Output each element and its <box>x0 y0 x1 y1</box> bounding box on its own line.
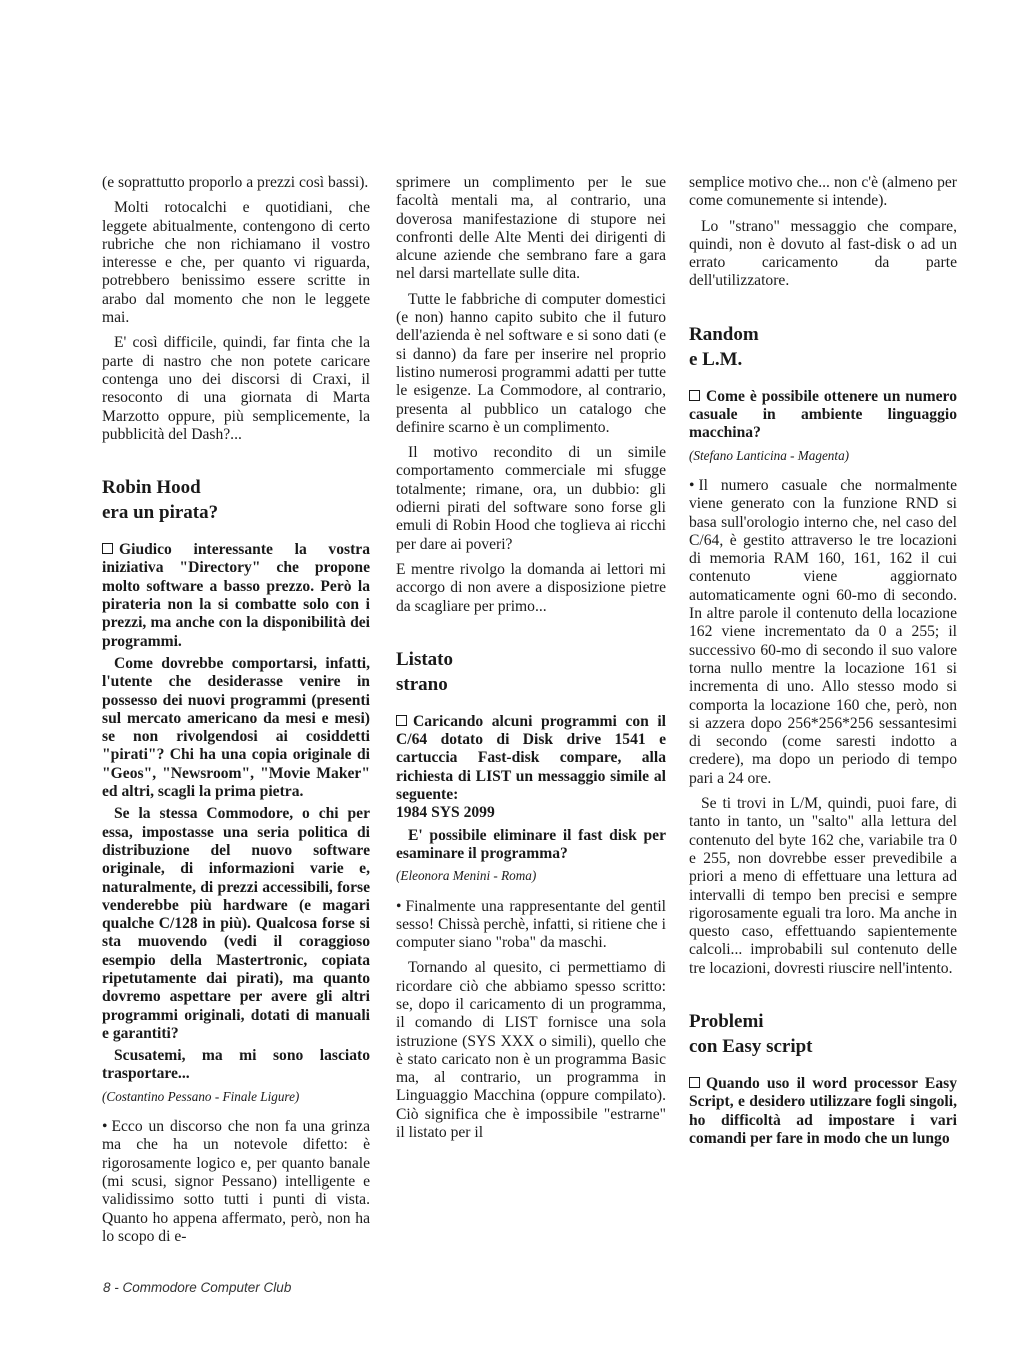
checkbox-square-icon <box>689 390 700 401</box>
column-2 <box>396 174 666 1149</box>
signature: (Stefano Lanticina - Magenta) <box>689 447 850 463</box>
answer-text: Il numero casuale che normalmente viene generato con la funzione RND si basa sull'orologio interno che, nel caso del C/64, è gestito attraverso le tre locazioni di memoria RAM 160, 161, 162 il cui contenuto viene aggiornato automaticamente ogni 60-mo di secondo. In altre parole il contenuto della locazione 162 viene incrementato da 0 a 255; il successivo 60-mo di secondo il suo valore torna nullo mentre la locazione 161 si incrementa di uno. Allo stesso modo si comporta la locazione 160 che, però, non si azzera dopo 256*256*256 sessantesimi di secondo (come saresti indotto a credere), ma dopo un periodo di tempo pari a 24 ore. <box>689 476 957 787</box>
heading-line: era un pirata? <box>102 502 219 524</box>
paragraph: Lo "strano" messaggio che compare, quindi, non è dovuto al fast-disk o ad un errato caricamento da parte dell'utilizzatore. <box>689 217 957 290</box>
heading-line: Listato <box>396 648 453 670</box>
reader-question: Come dovrebbe comportarsi, infatti, l'utente che desiderasse venire in possesso dei nuovi programmi (presenti sul mercato americano da mesi e mesi) se non rivolgendosi ai cosiddetti "pirati"? Chi ha una copia originale di "Geos", "Newsroom", "Movie Maker" ed altri, scagli la prima pietra. <box>102 654 370 801</box>
section-heading-problemi <box>689 1009 957 1059</box>
signature: (Eleonora Menini - Roma) <box>396 868 537 884</box>
heading-line: con Easy script <box>689 1035 813 1057</box>
answer-text: Finalmente una rappresentante del gentil sesso! Chissà perchè, infatti, si ritiene che i computer siano "roba" da maschi. <box>396 897 666 952</box>
checkbox-square-icon <box>102 543 113 554</box>
paragraph: sprimere un complimento per le sue facoltà mentali ma, al contrario, una doverosa manifestazione di stupore nei confronti delle Alte Menti dei dirigenti di alcune aziende che sembrano fare a gara nel darsi martellate sulle dita. <box>396 174 666 283</box>
reader-question: Se la stessa Commodore, o chi per essa, impostasse una seria politica di distribuzione del nuovo software originale, di informazioni varie e, naturalmente, di prezzi accessibili, forse venderebbe più hardware (e magari qualche C/128 in più). Qualcosa forse si sta muovendo (vedi il coraggioso esempio della Mastertronic, copiata ripetutamente dai pirati), ma quanto dovremo aspettare per avere gli altri programmi originali, dotati di manuali e garantiti? <box>102 805 370 1042</box>
paragraph: Se ti trovi in L/M, quindi, puoi fare, di tanto in tanto, un "salto" alla lettura del contenuto del byte 162 che, variabile tra 0 e 255, non dovrebbe esser prevedibile a priori a meno di effettuare una lettura ad intervalli di tempo ben precisi e sempre rigorosamente eguali tra loro. Ma anche in questo caso, effettuando sapientemente calcoli... improbabili sul contenuto delle tre locazioni, dovresti riuscire nell'intento. <box>689 795 957 977</box>
signature: (Costantino Pessano - Finale Ligure) <box>102 1088 300 1104</box>
paragraph: semplice motivo che... non c'è (almeno per come comunemente si intende). <box>689 174 957 210</box>
code-line: 1984 SYS 2099 <box>396 804 495 822</box>
column-1 <box>102 174 370 1253</box>
answer-text: Ecco un discorso che non fa una grinza ma che ha un notevole difetto: è rigorosamente logico e, per quanto banale (mi scusi, signor Pessano) intelligente e validissimo sotto tutti i punti di vista. Quanto ho appena affermato, però, non ha lo scopo di e- <box>102 1118 370 1245</box>
reader-question <box>102 541 370 651</box>
paragraph: E mentre rivolgo la domanda ai lettori mi accorgo di non avere a disposizione pietre da scagliare per primo... <box>396 560 666 615</box>
page-footer: 8 - Commodore Computer Club <box>103 1280 292 1295</box>
paragraph: Tutte le fabbriche di computer domestici (e non) hanno capito subito che il futuro dell'azienda è nel software e si sono dati (e si danno) da fare per inserire nel proprio listino numerosi programmi adatti per tutte le esigenze. La Commodore, al contrario, presenta al pubblico un catalogo che definire scarno è un complimento. <box>396 290 666 436</box>
question-text: Giudico interessante la vostra iniziativa "Directory" che propone molto software a basso prezzo. Però la pirateria non la si combatte solo con i prezzi, ma anche con la disponibilità dei programmi. <box>102 541 370 650</box>
checkbox-square-icon <box>396 715 407 726</box>
heading-line: Random <box>689 323 759 345</box>
heading-line: Robin Hood <box>102 477 201 499</box>
column-3 <box>689 174 957 1152</box>
answer <box>689 477 957 788</box>
question-text: Quando uso il word processor Easy Script, e desidero utilizzare fogli singoli, ho difficoltà ad impostare i vari comandi per fare in modo che un lungo <box>689 1074 957 1147</box>
section-heading-robin-hood <box>102 475 370 525</box>
reader-question: E' possibile eliminare il fast disk per esaminare il programma? <box>396 826 666 862</box>
reader-question: Scusatemi, ma mi sono lasciato trasportare... <box>102 1047 370 1083</box>
answer <box>396 898 666 953</box>
answer <box>102 1118 370 1246</box>
bullet-icon: • <box>102 1118 108 1136</box>
reader-question <box>396 713 666 823</box>
bullet-icon: • <box>396 897 402 915</box>
paragraph: (e soprattutto proporlo a prezzi così bassi). <box>102 174 369 191</box>
checkbox-square-icon <box>689 1077 700 1088</box>
reader-question <box>689 1075 957 1148</box>
section-heading-random <box>689 322 957 372</box>
paragraph: Molti rotocalchi e quotidiani, che leggete abitualmente, contengono di certo rubriche che non richiamano il vostro interesse e che, per quanto vi riguarda, potrebbero benissimo essere scritte in arabo dal momento che non le leggete mai. <box>102 199 370 327</box>
question-text: Come è possibile ottenere un numero casuale in ambiente linguaggio macchina? <box>689 387 957 442</box>
paragraph: Tornando al quesito, ci permettiamo di ricordare ciò che abbiamo spesso scritto: se, dopo il caricamento di un programma, il comando di LIST fornisce una sola istruzione (SYS XXX o simili), quello che è stato caricato non è un programma Basic ma, al contrario, un programma in Linguaggio Macchina (oppure compilato). Ciò significa che è impossibile "estrarne" il listato per il <box>396 959 666 1142</box>
reader-question <box>689 388 957 443</box>
question-text: Caricando alcuni programmi con il C/64 dotato di Disk drive 1541 e cartuccia Fast-disk compare, alla richiesta di LIST un messaggio simile al seguente: <box>396 712 666 804</box>
heading-line: e L.M. <box>689 348 743 370</box>
bullet-icon: • <box>689 476 695 494</box>
section-heading-listato <box>396 647 666 697</box>
heading-line: Problemi <box>689 1010 764 1032</box>
paragraph: Il motivo recondito di un simile comportamento commerciale mi sfugge totalmente; rimane, ora, un dubbio: gli odierni pirati del software sono forse gli emuli di Robin Hood che toglieva ai ricchi per dare ai poveri? <box>396 444 666 553</box>
heading-line: strano <box>396 673 448 695</box>
paragraph: E' così difficile, quindi, far finta che la parte di nastro che non potete caricare contenga uno dei discorsi di Craxi, il resoconto di una giornata di Marta Marzotto oppure, più semplicemente, la pubblicità del Dash?... <box>102 334 370 443</box>
